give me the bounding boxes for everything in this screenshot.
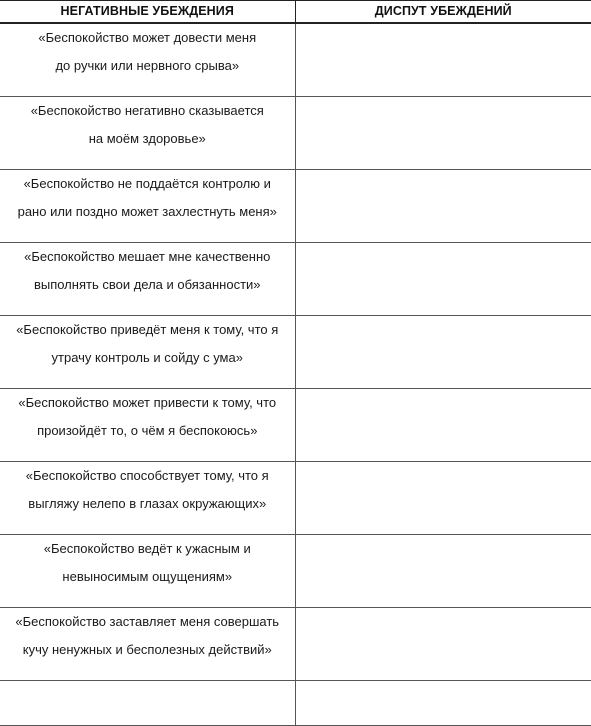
header-dispute: ДИСПУТ УБЕЖДЕНИЙ: [295, 1, 591, 24]
table-row: [0, 462, 591, 535]
belief-text-line: кучу ненужных и бесполезных действий»: [22, 642, 272, 657]
belief-text-line: «Беспокойство может привести к тому, что: [18, 395, 277, 410]
dispute-cell[interactable]: [295, 243, 591, 316]
belief-text-line: выгляжу нелепо в глазах окружающих»: [28, 496, 267, 511]
belief-text-line: «Беспокойство заставляет меня совершать: [15, 614, 280, 629]
belief-cell: [0, 243, 295, 316]
table-row: [0, 97, 591, 170]
table-row: [0, 389, 591, 462]
table-header-row: [0, 1, 591, 24]
belief-text-line: на моём здоровье»: [88, 131, 206, 146]
belief-text-line: «Беспокойство приведёт меня к тому, что я: [16, 322, 279, 337]
belief-text-line: произойдёт то, о чём я беспокоюсь»: [37, 423, 258, 438]
belief-cell: [0, 170, 295, 243]
table-row: [0, 608, 591, 681]
dispute-cell[interactable]: [295, 97, 591, 170]
table-row: [0, 170, 591, 243]
table-row: [0, 243, 591, 316]
belief-text-line: невыносимым ощущениям»: [62, 569, 233, 584]
table-row: [0, 23, 591, 97]
dispute-cell[interactable]: [295, 23, 591, 97]
belief-text-line: утрачу контроль и сойду с ума»: [51, 350, 243, 365]
belief-text-line: «Беспокойство негативно сказывается: [30, 103, 264, 118]
belief-text-line: «Беспокойство не поддаётся контролю и: [23, 176, 271, 191]
dispute-cell[interactable]: [295, 316, 591, 389]
belief-cell: [0, 316, 295, 389]
belief-cell: [0, 23, 295, 97]
belief-text-line: до ручки или нервного срыва»: [55, 58, 240, 73]
belief-cell: [0, 462, 295, 535]
belief-text-line: выполнять свои дела и обязанности»: [33, 277, 261, 292]
belief-text-line: «Беспокойство может довести меня: [38, 30, 257, 45]
belief-cell: [0, 389, 295, 462]
header-negative-beliefs: НЕГАТИВНЫЕ УБЕЖДЕНИЯ: [0, 1, 295, 24]
dispute-cell[interactable]: [295, 681, 591, 726]
table-row-blank: [0, 681, 591, 726]
dispute-cell[interactable]: [295, 535, 591, 608]
table-row: [0, 316, 591, 389]
belief-text-line: «Беспокойство способствует тому, что я: [25, 468, 269, 483]
belief-text-line: рано или поздно может захлестнуть меня»: [17, 204, 277, 219]
belief-text-line: «Беспокойство ведёт к ужасным и: [43, 541, 251, 556]
dispute-cell[interactable]: [295, 389, 591, 462]
table-row: [0, 535, 591, 608]
belief-cell: [0, 97, 295, 170]
dispute-cell[interactable]: [295, 462, 591, 535]
belief-cell: [0, 535, 295, 608]
belief-text-line: «Беспокойство мешает мне качественно: [24, 249, 271, 264]
dispute-cell[interactable]: [295, 608, 591, 681]
dispute-cell[interactable]: [295, 170, 591, 243]
belief-cell-blank[interactable]: [0, 681, 295, 726]
belief-cell: [0, 608, 295, 681]
